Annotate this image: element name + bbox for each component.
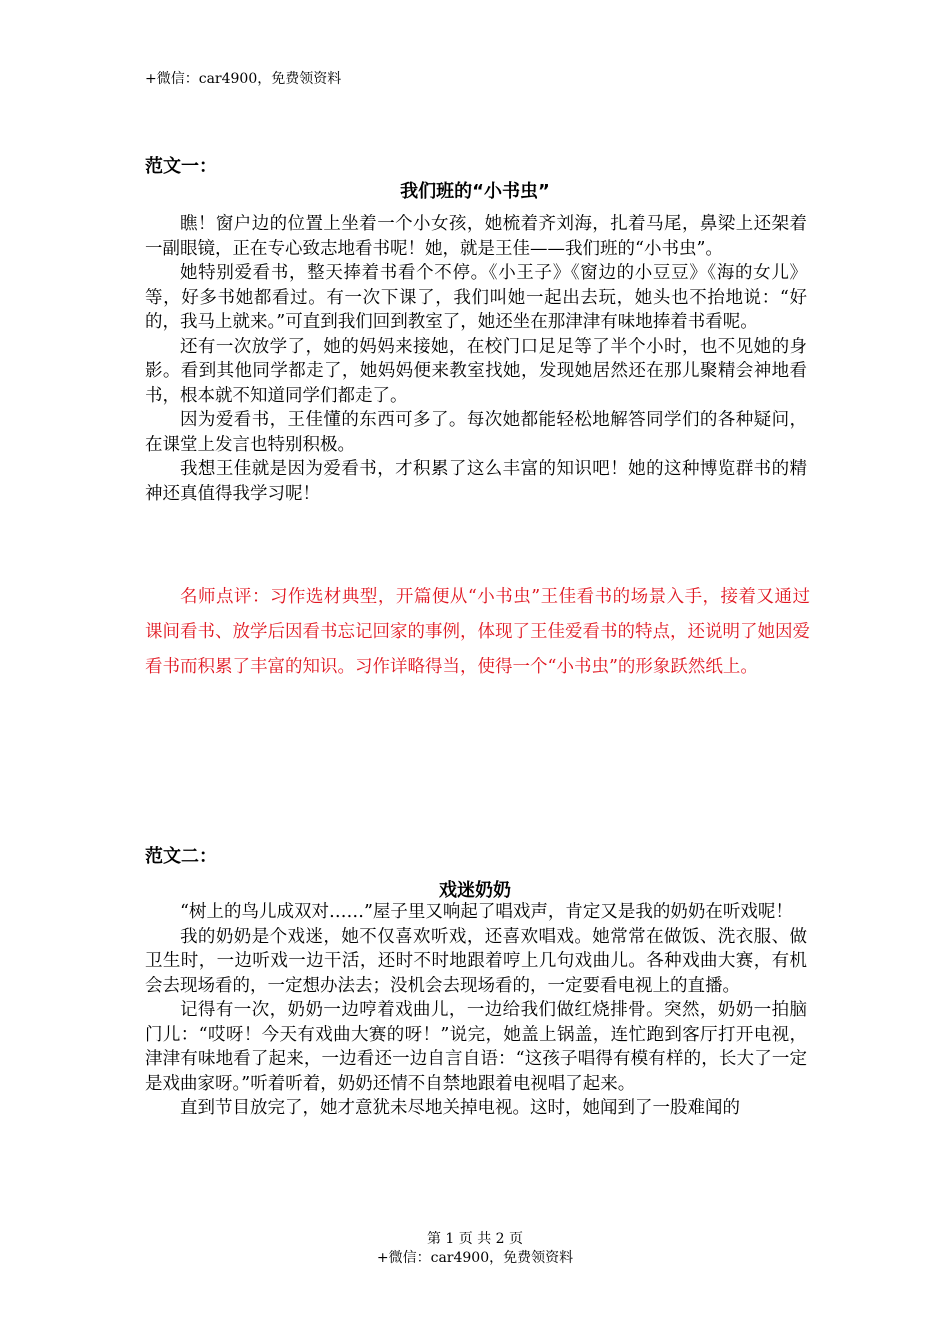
essay1-paragraph-3: 还有一次放学了，她的妈妈来接她，在校门口足足等了半个小时，也不见她的身影。看到其他同学都走了，她妈妈便来教室找她，发现她居然还在那儿聚精会神地看书，根本就不知道同学们都走了。 bbox=[145, 336, 807, 406]
essay2-title: 戏迷奶奶 bbox=[439, 880, 511, 901]
header-wechat-note: +微信：car4900，免费领资料 bbox=[145, 71, 342, 87]
essay1-title: 我们班的“小书虫” bbox=[400, 181, 550, 202]
essay2-label: 范文二： bbox=[145, 846, 217, 867]
essay2-paragraph-1: “树上的鸟儿成双对……”屋子里又响起了唱戏声，肯定又是我的奶奶在听戏呢！ bbox=[180, 902, 793, 922]
essay1-paragraph-5: 我想王佳就是因为爱看书，才积累了这么丰富的知识吧！她的这种博览群书的精神还真值得我学习呢！ bbox=[145, 459, 807, 504]
footer-wechat-note: +微信：car4900，免费领资料 bbox=[376, 1250, 574, 1266]
essay1-paragraph-4: 因为爱看书，王佳懂的东西可多了。每次她都能轻松地解答同学们的各种疑问，在课堂上发言也特别积极。 bbox=[145, 410, 807, 455]
essay1-paragraph-1: 瞧！窗户边的位置上坐着一个小女孩，她梳着齐刘海，扎着马尾，鼻梁上还架着一副眼镜，正在专心致志地看书呢！她，就是王佳——我们班的“小书虫”。 bbox=[145, 214, 807, 259]
essay1-body bbox=[145, 212, 807, 506]
essay2-body bbox=[145, 900, 807, 1121]
essay2-paragraph-3: 记得有一次，奶奶一边哼着戏曲儿，一边给我们做红烧排骨。突然，奶奶一拍脑门儿：“哎呀！今天有戏曲大赛的呀！”说完，她盖上锅盖，连忙跑到客厅打开电视，津津有味地看了起来，一边看还一边自言自语：“这孩子唱得有模有样的，长大了一定是戏曲家呀。”听着听着，奶奶还情不自禁地跟着电视唱了起来。 bbox=[145, 1000, 807, 1094]
essay1-paragraph-2: 她特别爱看书，整天捧着书看个不停。《小王子》《窗边的小豆豆》《海的女儿》等，好多书她都看过。有一次下课了，我们叫她一起出去玩，她头也不抬地说：“好的，我马上就来。”可直到我们回到教室了，她还坐在那津津有味地捧着书看呢。 bbox=[145, 263, 807, 332]
teacher-comment-text: 名师点评：习作选材典型，开篇便从“小书虫”王佳看书的场景入手，接着又通过课间看书、放学后因看书忘记回家的事例，体现了王佳爱看书的特点，还说明了她因爱看书而积累了丰富的知识。习作详略得当，使得一个“小书虫”的形象跃然纸上。 bbox=[145, 587, 810, 677]
page-number: 第 1 页 共 2 页 bbox=[426, 1231, 524, 1247]
teacher-comment bbox=[145, 580, 810, 685]
essay2-paragraph-4: 直到节目放完了，她才意犹未尽地关掉电视。这时，她闻到了一股难闻的 bbox=[180, 1098, 740, 1118]
essay1-label: 范文一： bbox=[145, 156, 217, 177]
essay2-paragraph-2: 我的奶奶是个戏迷，她不仅喜欢听戏，还喜欢唱戏。她常常在做饭、洗衣服、做卫生时，一边听戏一边干活，还时不时地跟着哼上几句戏曲儿。各种戏曲大赛，有机会去现场看的，一定想办法去；没机会去现场看的，一定要看电视上的直播。 bbox=[145, 926, 807, 996]
